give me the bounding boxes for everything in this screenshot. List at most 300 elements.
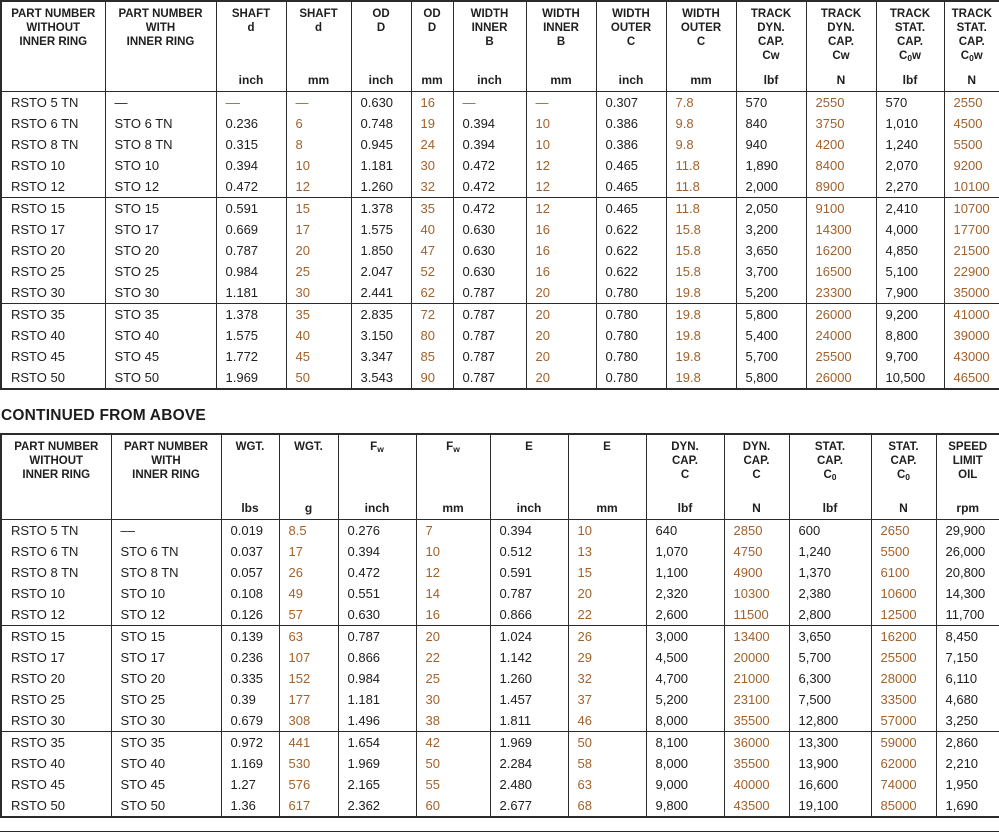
value-cell: 840 [736, 113, 806, 134]
value-cell: 0.780 [596, 325, 666, 346]
part-number-cell: RSTO 12 [11, 607, 65, 623]
value-cell: 11500 [724, 604, 789, 626]
value-cell: STO 10 [111, 583, 221, 604]
part-number-cell: RSTO 17 [11, 222, 65, 238]
value-cell: 8900 [806, 176, 876, 198]
value-cell: 8,000 [646, 710, 724, 732]
column-unit: inch [490, 491, 568, 520]
value-cell: 1.169 [221, 753, 279, 774]
value-cell: 0.394 [216, 155, 286, 176]
column-header: WIDTH INNER B [453, 1, 526, 63]
value-cell: 7.8 [666, 92, 736, 114]
value-cell: 26,000 [936, 541, 999, 562]
value-cell: 25 [416, 668, 490, 689]
table-header [1, 1, 999, 92]
value-cell: — [286, 92, 351, 114]
column-unit: lbf [646, 491, 724, 520]
value-cell: STO 40 [111, 753, 221, 774]
column-header: WIDTH OUTER C [666, 1, 736, 63]
value-cell: 5,100 [876, 261, 944, 282]
column-header: SHAFT d [286, 1, 351, 63]
value-cell: 85 [411, 346, 453, 367]
value-cell: 13 [568, 541, 646, 562]
value-cell: 3.150 [351, 325, 411, 346]
value-cell: 0.139 [221, 626, 279, 648]
part-number-cell: RSTO 8 TN [11, 565, 79, 581]
value-cell: 2.047 [351, 261, 411, 282]
value-cell: 22900 [944, 261, 999, 282]
value-cell: 23300 [806, 282, 876, 304]
value-cell: 10 [526, 113, 596, 134]
value-cell: 570 [876, 92, 944, 114]
value-cell: 1.024 [490, 626, 568, 648]
value-cell: 10 [568, 520, 646, 542]
value-cell: 0.780 [596, 304, 666, 326]
value-cell: 5,700 [736, 346, 806, 367]
value-cell: 5500 [871, 541, 936, 562]
column-header: SHAFT d [216, 1, 286, 63]
value-cell: 1.36 [221, 795, 279, 817]
table-row [1, 219, 999, 240]
value-cell: 0.108 [221, 583, 279, 604]
column-unit: g [279, 491, 338, 520]
value-cell: 0.394 [338, 541, 416, 562]
value-cell: 16 [526, 219, 596, 240]
column-header: TRACK DYN. CAP. Cw [736, 1, 806, 63]
part-number-cell: RSTO 30 [11, 285, 65, 301]
column-header: WIDTH OUTER C [596, 1, 666, 63]
column-header: TRACK DYN. CAP. Cw [806, 1, 876, 63]
value-cell: 12 [286, 176, 351, 198]
value-cell: 20 [416, 626, 490, 648]
part-number-cell: RSTO 5 TN [11, 95, 79, 111]
value-cell: 68 [568, 795, 646, 817]
value-cell: 2.362 [338, 795, 416, 817]
value-cell: 26 [568, 626, 646, 648]
column-header: E [568, 434, 646, 491]
value-cell: 570 [736, 92, 806, 114]
value-cell: 21000 [724, 668, 789, 689]
value-cell: 4900 [724, 562, 789, 583]
value-cell: 0.386 [596, 134, 666, 155]
value-cell: 13400 [724, 626, 789, 648]
value-cell: 600 [789, 520, 871, 542]
value-cell: 7,900 [876, 282, 944, 304]
value-cell: 19,100 [789, 795, 871, 817]
value-cell: 12 [526, 176, 596, 198]
table-row [1, 92, 999, 114]
column-unit: lbf [736, 63, 806, 92]
value-cell: 0.591 [490, 562, 568, 583]
value-cell: 1.260 [351, 176, 411, 198]
value-cell: 1.496 [338, 710, 416, 732]
value-cell: 1.260 [490, 668, 568, 689]
value-cell: 152 [279, 668, 338, 689]
table-row [1, 198, 999, 220]
value-cell: 35 [411, 198, 453, 220]
value-cell: 1.181 [216, 282, 286, 304]
table-row [1, 604, 999, 626]
value-cell: 0.679 [221, 710, 279, 732]
value-cell: 0.787 [453, 282, 526, 304]
value-cell: 576 [279, 774, 338, 795]
part-number-cell: RSTO 25 [11, 264, 65, 280]
value-cell: 5,400 [736, 325, 806, 346]
value-cell: 5500 [944, 134, 999, 155]
column-header: STAT. CAP. $C_0$ [871, 434, 936, 491]
column-unit: inch [453, 63, 526, 92]
value-cell: 1,010 [876, 113, 944, 134]
value-cell: 57 [279, 604, 338, 626]
column-header: $F_w$ [416, 434, 490, 491]
value-cell: 4,000 [876, 219, 944, 240]
value-cell: 40 [286, 325, 351, 346]
part-number-cell: RSTO 30 [11, 713, 65, 729]
value-cell: 0.787 [338, 626, 416, 648]
value-cell: 1,070 [646, 541, 724, 562]
value-cell: 4500 [944, 113, 999, 134]
value-cell: 20 [526, 367, 596, 389]
value-cell: 1.969 [338, 753, 416, 774]
value-cell: 9.8 [666, 134, 736, 155]
value-cell: 0.787 [216, 240, 286, 261]
value-cell: 308 [279, 710, 338, 732]
value-cell: 26000 [806, 367, 876, 389]
column-unit [105, 63, 216, 92]
value-cell: 4,500 [646, 647, 724, 668]
part-number-cell: RSTO 12 [11, 179, 65, 195]
value-cell: 36000 [724, 732, 789, 754]
value-cell: 22 [568, 604, 646, 626]
value-cell: — [453, 92, 526, 114]
column-unit: inch [351, 63, 411, 92]
table-row [1, 520, 999, 542]
value-cell: STO 35 [105, 304, 216, 326]
value-cell: 0.126 [221, 604, 279, 626]
column-header: PART NUMBER WITHOUT INNER RING [14, 441, 99, 482]
value-cell: 43000 [944, 346, 999, 367]
column-unit: inch [216, 63, 286, 92]
column-header: TRACK STAT. CAP. $C_0w$ [944, 1, 999, 63]
value-cell: 23100 [724, 689, 789, 710]
value-cell: 7,500 [789, 689, 871, 710]
value-cell: 46 [568, 710, 646, 732]
value-cell: 10600 [871, 583, 936, 604]
value-cell: 2.441 [351, 282, 411, 304]
value-cell: STO 8 TN [105, 134, 216, 155]
value-cell: 72 [411, 304, 453, 326]
value-cell: 2,050 [736, 198, 806, 220]
value-cell: 50 [286, 367, 351, 389]
column-header: WIDTH INNER B [526, 1, 596, 63]
value-cell: 1.378 [351, 198, 411, 220]
part-number-cell: RSTO 25 [11, 692, 65, 708]
value-cell: 2,380 [789, 583, 871, 604]
value-cell: 3,200 [736, 219, 806, 240]
value-cell: 0.984 [338, 668, 416, 689]
value-cell: STO 25 [105, 261, 216, 282]
value-cell: 3,650 [789, 626, 871, 648]
value-cell: 52 [411, 261, 453, 282]
value-cell: 50 [416, 753, 490, 774]
value-cell: 530 [279, 753, 338, 774]
table-row [1, 541, 999, 562]
value-cell: 1,950 [936, 774, 999, 795]
value-cell: 20 [526, 346, 596, 367]
value-cell: STO 10 [105, 155, 216, 176]
value-cell: 90 [411, 367, 453, 389]
value-cell: 38 [416, 710, 490, 732]
column-unit: inch [338, 491, 416, 520]
value-cell: 13,300 [789, 732, 871, 754]
value-cell: 16 [526, 261, 596, 282]
value-cell: 2,860 [936, 732, 999, 754]
column-unit: lbs [221, 491, 279, 520]
value-cell: 12 [416, 562, 490, 583]
value-cell: 12,800 [789, 710, 871, 732]
column-header: SPEED LIMIT OIL [936, 434, 999, 491]
value-cell: 1.181 [351, 155, 411, 176]
column-header: PART NUMBER WITH INNER RING [111, 434, 221, 491]
value-cell: 8,000 [646, 753, 724, 774]
value-cell: 16 [416, 604, 490, 626]
column-header: DYN. CAP. C [724, 434, 789, 491]
value-cell: 4,700 [646, 668, 724, 689]
value-cell: 85000 [871, 795, 936, 817]
value-cell: 74000 [871, 774, 936, 795]
value-cell: 0.465 [596, 176, 666, 198]
value-cell: STO 6 TN [111, 541, 221, 562]
row-group [1, 520, 999, 626]
column-header: $F_w$ [338, 434, 416, 491]
value-cell: 177 [279, 689, 338, 710]
value-cell: 0.465 [596, 155, 666, 176]
table-row [1, 367, 999, 389]
value-cell: 32 [411, 176, 453, 198]
value-cell: 3750 [806, 113, 876, 134]
value-cell: 8400 [806, 155, 876, 176]
value-cell: 15 [568, 562, 646, 583]
value-cell: 0.236 [216, 113, 286, 134]
column-header: PART NUMBER WITH INNER RING [105, 1, 216, 63]
value-cell: 46500 [944, 367, 999, 389]
column-header: PART NUMBER WITHOUT INNER RING [11, 8, 96, 49]
value-cell: STO 6 TN [105, 113, 216, 134]
value-cell: 1.142 [490, 647, 568, 668]
value-cell: 47 [411, 240, 453, 261]
value-cell: 32 [568, 668, 646, 689]
value-cell: 37 [568, 689, 646, 710]
part-number-cell: RSTO 10 [11, 586, 65, 602]
column-unit: mm [416, 491, 490, 520]
column-header: OD D [351, 1, 411, 63]
value-cell: STO 17 [111, 647, 221, 668]
value-cell: 11.8 [666, 155, 736, 176]
value-cell: 20,800 [936, 562, 999, 583]
value-cell: 9200 [944, 155, 999, 176]
value-cell: 1.27 [221, 774, 279, 795]
value-cell: 0.386 [596, 113, 666, 134]
value-cell: STO 40 [105, 325, 216, 346]
value-cell: STO 8 TN [111, 562, 221, 583]
column-unit: inch [596, 63, 666, 92]
value-cell: 4200 [806, 134, 876, 155]
value-cell: 5,700 [789, 647, 871, 668]
value-cell: 8 [286, 134, 351, 155]
value-cell: 1,240 [876, 134, 944, 155]
value-cell: 8,800 [876, 325, 944, 346]
value-cell: 9,000 [646, 774, 724, 795]
value-cell: 62 [411, 282, 453, 304]
value-cell: 45 [286, 346, 351, 367]
value-cell: 1.457 [490, 689, 568, 710]
value-cell: 29,900 [936, 520, 999, 542]
value-cell: 6,300 [789, 668, 871, 689]
value-cell: 0.780 [596, 282, 666, 304]
row-group [1, 304, 999, 390]
value-cell: 2,210 [936, 753, 999, 774]
value-cell: 24 [411, 134, 453, 155]
value-cell: 10300 [724, 583, 789, 604]
value-cell: 26 [279, 562, 338, 583]
value-cell: 0.236 [221, 647, 279, 668]
value-cell: 9.8 [666, 113, 736, 134]
table-row [1, 753, 999, 774]
value-cell: 43500 [724, 795, 789, 817]
part-number-cell: RSTO 6 TN [11, 544, 79, 560]
part-number-cell: RSTO 20 [11, 671, 65, 687]
value-cell: 10100 [944, 176, 999, 198]
value-cell: 1.772 [216, 346, 286, 367]
value-cell: 12 [526, 155, 596, 176]
value-cell: 4750 [724, 541, 789, 562]
value-cell: STO 30 [111, 710, 221, 732]
value-cell: 0.335 [221, 668, 279, 689]
value-cell: 42 [416, 732, 490, 754]
value-cell: 0.630 [453, 240, 526, 261]
column-unit [1, 491, 111, 520]
column-unit: mm [568, 491, 646, 520]
table-row [1, 134, 999, 155]
part-number-cell: RSTO 8 TN [11, 137, 79, 153]
value-cell: 30 [416, 689, 490, 710]
row-group [1, 198, 999, 304]
value-cell: 6 [286, 113, 351, 134]
value-cell: 617 [279, 795, 338, 817]
value-cell: 0.945 [351, 134, 411, 155]
value-cell: 25500 [806, 346, 876, 367]
value-cell: 3,700 [736, 261, 806, 282]
value-cell: 2,410 [876, 198, 944, 220]
value-cell: 1,370 [789, 562, 871, 583]
value-cell: 22 [416, 647, 490, 668]
value-cell: 17 [286, 219, 351, 240]
value-cell: 2.165 [338, 774, 416, 795]
table-row [1, 668, 999, 689]
value-cell: 39000 [944, 325, 999, 346]
value-cell: 2.677 [490, 795, 568, 817]
value-cell: 0.787 [453, 346, 526, 367]
table-row [1, 240, 999, 261]
column-header: WGT. [279, 434, 338, 491]
value-cell: 40 [411, 219, 453, 240]
value-cell: 6100 [871, 562, 936, 583]
value-cell: 1.181 [338, 689, 416, 710]
value-cell: 8,450 [936, 626, 999, 648]
column-unit [1, 63, 105, 92]
value-cell: 2,070 [876, 155, 944, 176]
value-cell: 0.630 [453, 261, 526, 282]
value-cell: 0.057 [221, 562, 279, 583]
part-number-cell: RSTO 40 [11, 328, 65, 344]
value-cell: 0.622 [596, 261, 666, 282]
value-cell: 0.630 [338, 604, 416, 626]
value-cell: — [105, 92, 216, 114]
value-cell: STO 45 [105, 346, 216, 367]
column-unit: N [871, 491, 936, 520]
value-cell: 10,500 [876, 367, 944, 389]
value-cell: STO 50 [111, 795, 221, 817]
value-cell: 41000 [944, 304, 999, 326]
value-cell: 3,650 [736, 240, 806, 261]
column-header: WGT. [221, 434, 279, 491]
column-header: TRACK STAT. CAP. $C_0w$ [876, 1, 944, 63]
value-cell: 20 [526, 304, 596, 326]
table-row [1, 689, 999, 710]
row-group [1, 92, 999, 198]
column-header: OD D [411, 1, 453, 63]
value-cell: 57000 [871, 710, 936, 732]
value-cell: 16,600 [789, 774, 871, 795]
value-cell: 63 [279, 626, 338, 648]
column-unit [111, 491, 221, 520]
part-number-cell: RSTO 10 [11, 158, 65, 174]
value-cell: 1.654 [338, 732, 416, 754]
value-cell: STO 45 [111, 774, 221, 795]
column-unit: N [806, 63, 876, 92]
part-number-cell: RSTO 35 [1, 732, 111, 754]
column-unit: mm [411, 63, 453, 92]
value-cell: 2.284 [490, 753, 568, 774]
value-cell: 0.591 [216, 198, 286, 220]
value-cell: 2.835 [351, 304, 411, 326]
value-cell: 14300 [806, 219, 876, 240]
value-cell: 5,800 [736, 304, 806, 326]
value-cell: 2850 [724, 520, 789, 542]
part-number-cell: RSTO 17 [11, 650, 65, 666]
value-cell: 0.787 [453, 304, 526, 326]
table-row [1, 626, 999, 648]
value-cell: 35 [286, 304, 351, 326]
part-number-cell: RSTO 5 TN [11, 523, 79, 539]
value-cell: 2.480 [490, 774, 568, 795]
column-unit: mm [286, 63, 351, 92]
value-cell: 0.019 [221, 520, 279, 542]
value-cell: 0.472 [453, 155, 526, 176]
value-cell: 640 [646, 520, 724, 542]
value-cell: 107 [279, 647, 338, 668]
value-cell: 11.8 [666, 198, 736, 220]
value-cell: 0.984 [216, 261, 286, 282]
value-cell: 1.575 [216, 325, 286, 346]
value-cell: 0.276 [338, 520, 416, 542]
column-unit: rpm [936, 491, 999, 520]
value-cell: 15.8 [666, 219, 736, 240]
value-cell: 10 [416, 541, 490, 562]
dimensions-table [0, 0, 999, 390]
value-cell: –– [111, 520, 221, 542]
value-cell: 9100 [806, 198, 876, 220]
